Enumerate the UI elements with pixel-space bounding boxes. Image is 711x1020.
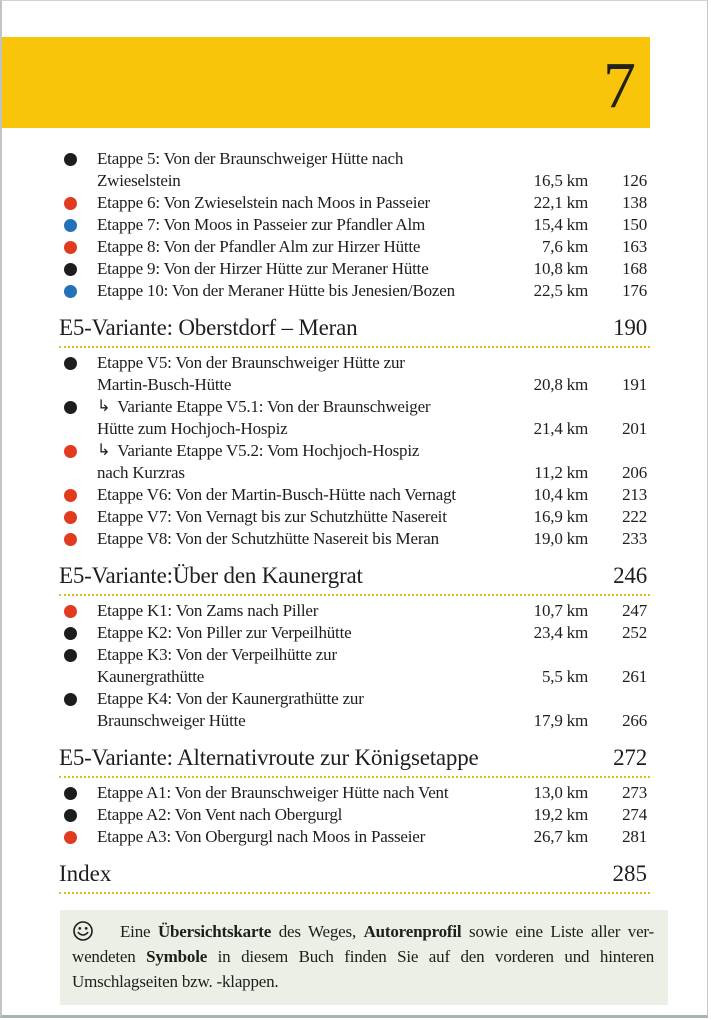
red-stage-bullet-icon [64, 511, 77, 524]
toc-entry-line [59, 258, 650, 280]
toc-entry [59, 804, 650, 826]
footer-note-line [72, 944, 654, 969]
toc-entry-line [59, 148, 650, 170]
entry-title: Etappe 7: Von Moos in Passeier zur Pfandler Alm [97, 215, 426, 234]
red-stage-bullet-icon [64, 197, 77, 210]
entry-title: Zwieselstein [97, 171, 181, 190]
entry-title: Etappe V8: Von der Schutzhütte Nasereit bis Meran [97, 529, 439, 548]
black-stage-bullet-icon [64, 627, 77, 640]
toc-entry [59, 236, 650, 258]
entry-page-number [597, 396, 650, 418]
toc-entry-line [59, 826, 650, 848]
entry-page-number: 252 [622, 623, 647, 642]
entry-distance [502, 688, 597, 710]
toc-entry-line [59, 804, 650, 826]
index-label: Index [59, 861, 112, 886]
section-heading-label: E5-Variante:Über den Kaunergrat [59, 563, 363, 588]
section-heading-page-number: 190 [613, 315, 647, 340]
entry-distance: 19,0 km [533, 529, 588, 548]
bullet-cell [59, 374, 97, 396]
entry-title: Etappe K3: Von der Verpeilhütte zur [97, 645, 337, 664]
entry-distance: 15,4 km [533, 215, 588, 234]
entry-title: Martin-Busch-Hütte [97, 375, 232, 394]
section-heading-page-number: 246 [613, 563, 647, 588]
toc-entry-line [59, 666, 650, 688]
black-stage-bullet-icon [64, 401, 77, 414]
black-stage-bullet-icon [64, 357, 77, 370]
entry-page-number: 191 [622, 375, 647, 394]
bullet-cell [59, 506, 97, 528]
toc-entry-line [59, 710, 650, 732]
entry-title: Etappe 9: Von der Hirzer Hütte zur Meraner Hütte [97, 259, 429, 278]
bullet-cell [59, 666, 97, 688]
toc-entry-line [59, 418, 650, 440]
entry-page-number: 168 [622, 259, 647, 278]
entry-distance: 16,9 km [533, 507, 588, 526]
entry-page-number: 126 [622, 171, 647, 190]
toc-entry [59, 214, 650, 236]
entry-distance: 19,2 km [533, 805, 588, 824]
entry-page-number: 261 [622, 667, 647, 686]
footer-text: des Weges, [271, 922, 364, 941]
footer-note [60, 910, 668, 1005]
section-heading [59, 314, 650, 348]
section-heading [59, 744, 650, 778]
entry-page-number: 233 [622, 529, 647, 548]
bullet-cell [59, 440, 97, 462]
entry-distance [502, 396, 597, 418]
bullet-cell [59, 258, 97, 280]
red-stage-bullet-icon [64, 489, 77, 502]
toc-entry [59, 782, 650, 804]
blue-stage-bullet-icon [64, 285, 77, 298]
black-stage-bullet-icon [64, 263, 77, 276]
toc-entry-line [59, 352, 650, 374]
entry-page-number: 138 [622, 193, 647, 212]
entry-title: Etappe A3: Von Obergurgl nach Moos in Passeier [97, 827, 426, 846]
entry-page-number: 281 [622, 827, 647, 846]
bullet-cell [59, 192, 97, 214]
bullet-cell [59, 462, 97, 484]
bullet-cell [59, 782, 97, 804]
entry-distance: 5,5 km [541, 667, 588, 686]
entry-distance: 7,6 km [541, 237, 588, 256]
entry-title: ↳ Variante Etappe V5.1: Von der Braunschweiger [97, 396, 431, 416]
toc-section [59, 744, 650, 848]
toc-entry [59, 352, 650, 396]
footer-note-line [72, 969, 654, 994]
red-stage-bullet-icon [64, 445, 77, 458]
section-heading-label: E5-Variante: Oberstdorf – Meran [59, 315, 358, 340]
entry-title: Etappe 6: Von Zwieselstein nach Moos in Passeier [97, 193, 431, 212]
toc-entry [59, 396, 650, 440]
entry-title: Braunschweiger Hütte [97, 711, 246, 730]
toc-entry [59, 280, 650, 302]
entry-title: Etappe A1: Von der Braunschweiger Hütte nach Vent [97, 783, 449, 802]
footer-bold-term: Übersichtskarte [157, 922, 272, 941]
toc-entry [59, 506, 650, 528]
toc-entry [59, 688, 650, 732]
entry-distance: 17,9 km [533, 711, 588, 730]
toc-entry [59, 484, 650, 506]
bullet-cell [59, 644, 97, 666]
entry-title: nach Kurzras [97, 463, 185, 482]
bullet-cell [59, 418, 97, 440]
chapter-header-band [2, 37, 650, 128]
bullet-cell [59, 826, 97, 848]
table-of-contents [59, 148, 650, 848]
toc-entry [59, 826, 650, 848]
footer-bold-term: Autorenprofil [363, 922, 462, 941]
entry-distance: 26,7 km [533, 827, 588, 846]
entry-title: ↳ Variante Etappe V5.2: Vom Hochjoch-Hospiz [97, 440, 420, 460]
entry-distance: 16,5 km [533, 171, 588, 190]
footer-text: wendeten [72, 947, 147, 966]
bullet-cell [59, 528, 97, 550]
blue-stage-bullet-icon [64, 219, 77, 232]
toc-section [59, 562, 650, 732]
entry-distance: 20,8 km [533, 375, 588, 394]
toc-entry [59, 192, 650, 214]
entry-page-number: 201 [622, 419, 647, 438]
black-stage-bullet-icon [64, 787, 77, 800]
entry-page-number: 266 [622, 711, 647, 730]
section-heading-page-number: 272 [613, 745, 647, 770]
entry-distance: 10,7 km [533, 601, 588, 620]
bullet-cell [59, 236, 97, 258]
toc-entry [59, 440, 650, 484]
toc-entry-line [59, 782, 650, 804]
toc-entry-line [59, 484, 650, 506]
entry-title: Etappe A2: Von Vent nach Obergurgl [97, 805, 343, 824]
entry-page-number [597, 644, 650, 666]
toc-entry-line [59, 528, 650, 550]
entry-page-number: 273 [622, 783, 647, 802]
variant-arrow-icon: ↳ [97, 396, 111, 415]
footer-text: Umschlagseiten bzw. -klappen. [72, 972, 279, 991]
entry-title: Hütte zum Hochjoch-Hospiz [97, 419, 288, 438]
bullet-cell [59, 280, 97, 302]
toc-entry-line [59, 170, 650, 192]
toc-entry-line [59, 214, 650, 236]
black-stage-bullet-icon [64, 649, 77, 662]
footer-text: in diesem Buch finden Sie auf den vorderen und hinteren [207, 947, 654, 966]
entry-title: Kaunergrathütte [97, 667, 205, 686]
toc-entry-line [59, 506, 650, 528]
footer-bold-term: Symbole [146, 947, 208, 966]
bullet-cell [59, 148, 97, 170]
page-number: 7 [603, 48, 636, 122]
toc-entry [59, 258, 650, 280]
entry-distance: 10,8 km [533, 259, 588, 278]
section-heading-label: E5-Variante: Alternativroute zur Königsetappe [59, 745, 479, 770]
entry-distance [502, 440, 597, 462]
black-stage-bullet-icon [64, 693, 77, 706]
entry-page-number [597, 688, 650, 710]
toc-entry-line [59, 236, 650, 258]
toc-entry [59, 622, 650, 644]
bullet-cell [59, 600, 97, 622]
entry-distance: 10,4 km [533, 485, 588, 504]
entry-title: Etappe 5: Von der Braunschweiger Hütte nach [97, 149, 404, 168]
toc-entry [59, 644, 650, 688]
toc-entry-line [59, 622, 650, 644]
entry-page-number: 274 [622, 805, 647, 824]
red-stage-bullet-icon [64, 831, 77, 844]
entry-title: Etappe V5: Von der Braunschweiger Hütte zur [97, 353, 405, 372]
red-stage-bullet-icon [64, 605, 77, 618]
entry-distance: 11,2 km [534, 463, 588, 482]
bullet-cell [59, 170, 97, 192]
black-stage-bullet-icon [64, 809, 77, 822]
entry-distance [502, 644, 597, 666]
section-heading [59, 562, 650, 596]
entry-page-number: 206 [622, 463, 647, 482]
red-stage-bullet-icon [64, 533, 77, 546]
entry-title: Etappe 8: Von der Pfandler Alm zur Hirzer Hütte [97, 237, 421, 256]
entry-title: Etappe K2: Von Piller zur Verpeilhütte [97, 623, 352, 642]
bullet-cell [59, 352, 97, 374]
entry-distance: 23,4 km [533, 623, 588, 642]
toc-entry-line [59, 644, 650, 666]
index-row [59, 860, 650, 894]
entry-page-number: 163 [622, 237, 647, 256]
footer-note-line [72, 919, 654, 944]
toc-entry-line [59, 192, 650, 214]
toc-entry-line [59, 396, 650, 418]
red-stage-bullet-icon [64, 241, 77, 254]
entry-page-number: 150 [622, 215, 647, 234]
entry-page-number: 222 [622, 507, 647, 526]
entry-distance: 13,0 km [533, 783, 588, 802]
toc-entry-line [59, 280, 650, 302]
entry-distance [502, 148, 597, 170]
variant-arrow-icon: ↳ [97, 440, 111, 459]
bullet-cell [59, 214, 97, 236]
footer-text: Eine [120, 922, 158, 941]
toc-entry-line [59, 440, 650, 462]
footer-text: sowie eine Liste aller ver- [461, 922, 654, 941]
entry-page-number: 213 [622, 485, 647, 504]
entry-page-number [597, 352, 650, 374]
index-page-number: 285 [612, 861, 647, 886]
toc-section [59, 314, 650, 550]
entry-title: Etappe V6: Von der Martin-Busch-Hütte nach Vernagt [97, 485, 456, 504]
bullet-cell [59, 804, 97, 826]
toc-entry [59, 600, 650, 622]
toc-entry-line [59, 462, 650, 484]
entry-distance [502, 352, 597, 374]
toc-entry-line [59, 688, 650, 710]
toc-entry [59, 148, 650, 192]
toc-section [59, 148, 650, 302]
entry-distance: 22,5 km [533, 281, 588, 300]
bullet-cell [59, 710, 97, 732]
entry-page-number: 176 [622, 281, 647, 300]
toc-entry-line [59, 374, 650, 396]
entry-page-number: 247 [622, 601, 647, 620]
entry-page-number [597, 440, 650, 462]
bullet-cell [59, 484, 97, 506]
entry-distance: 22,1 km [533, 193, 588, 212]
toc-entry [59, 528, 650, 550]
bullet-cell [59, 396, 97, 418]
toc-entry-line [59, 600, 650, 622]
entry-distance: 21,4 km [533, 419, 588, 438]
entry-title: Etappe K1: Von Zams nach Piller [97, 601, 319, 620]
entry-title: Etappe 10: Von der Meraner Hütte bis Jenesien/Bozen [97, 281, 455, 300]
entry-title: Etappe K4: Von der Kaunergrathütte zur [97, 689, 364, 708]
entry-page-number [597, 148, 650, 170]
smiley-face-icon [72, 920, 94, 942]
black-stage-bullet-icon [64, 153, 77, 166]
bullet-cell [59, 622, 97, 644]
entry-title: Etappe V7: Von Vernagt bis zur Schutzhütte Nasereit [97, 507, 447, 526]
bullet-cell [59, 688, 97, 710]
